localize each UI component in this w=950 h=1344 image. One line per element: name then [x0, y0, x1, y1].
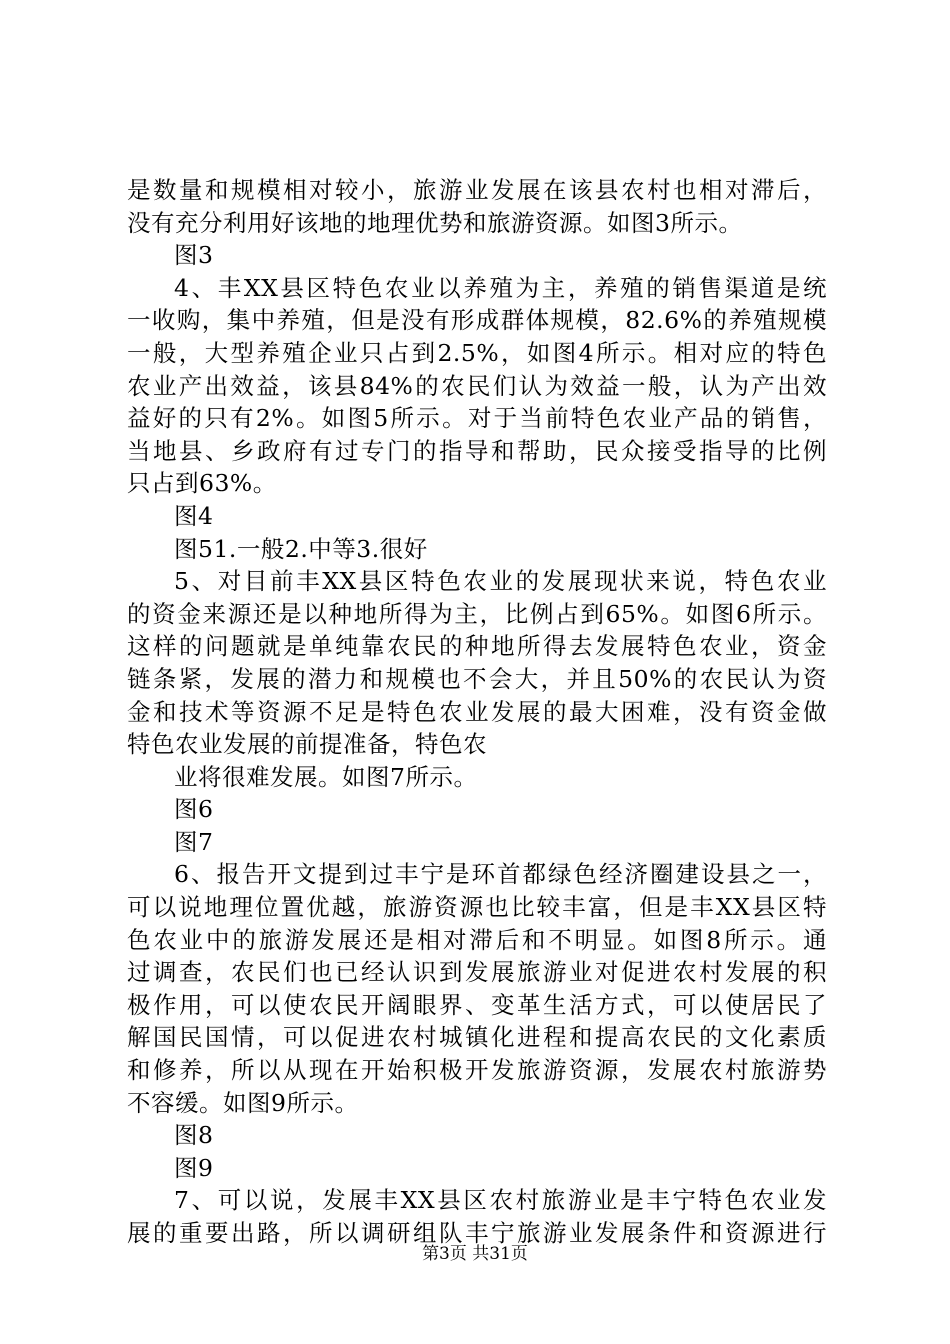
text-line: 4、丰XX县区特色农业以养殖为主，养殖的销售渠道是统: [174, 273, 827, 302]
text-line: 可以说地理位置优越，旅游资源也比较丰富，但是丰XX县区特: [127, 893, 827, 922]
text-line: 金和技术等资源不足是特色农业发展的最大困难，没有资金做: [127, 697, 827, 726]
text-line: 图6: [174, 795, 214, 824]
text-line: 图51.一般2.中等3.很好: [174, 534, 428, 563]
text-line: 特色农业发展的前提准备，特色农: [127, 730, 487, 759]
page-footer: 第3页 共31页: [422, 1244, 528, 1264]
text-line: 这样的问题就是单纯靠农民的种地所得去发展特色农业，资金: [127, 632, 827, 661]
text-line: 色农业中的旅游发展还是相对滞后和不明显。如图8所示。通: [127, 925, 827, 954]
body-text: [127, 174, 827, 1250]
text-line: 极作用，可以使农民开阔眼界、变革生活方式，可以使居民了: [127, 990, 827, 1019]
text-line: 没有充分利用好该地的地理优势和旅游资源。如图3所示。: [127, 208, 743, 237]
text-line: 6、报告开文提到过丰宁是环首都绿色经济圈建设县之一，: [174, 860, 827, 889]
text-line: 解国民国情，可以促进农村城镇化进程和提高农民的文化素质: [127, 1023, 827, 1052]
text-line: 不容缓。如图9所示。: [127, 1088, 359, 1117]
text-line: 图4: [174, 501, 214, 530]
text-line: 只占到63%。: [127, 469, 277, 498]
text-line: 的资金来源还是以种地所得为主，比例占到65%。如图6所示。: [127, 599, 827, 628]
text-line: 5、对目前丰XX县区特色农业的发展现状来说，特色农业: [174, 567, 827, 596]
text-line: 农业产出效益，该县84%的农民们认为效益一般，认为产出效: [127, 371, 827, 400]
text-line: 链条紧，发展的潜力和规模也不会大，并且50%的农民认为资: [127, 664, 827, 693]
text-line: 业将很难发展。如图7所示。: [174, 762, 478, 791]
text-line: 和修养，所以从现在开始积极开发旅游资源，发展农村旅游势: [127, 1056, 827, 1085]
text-line: 是数量和规模相对较小，旅游业发展在该县农村也相对滞后，: [127, 176, 827, 204]
text-line: 图3: [174, 241, 214, 270]
text-line: 7、可以说，发展丰XX县区农村旅游业是丰宁特色农业发: [174, 1186, 827, 1215]
text-line: 图9: [174, 1153, 214, 1182]
text-line: 益好的只有2%。如图5所示。对于当前特色农业产品的销售，: [127, 404, 827, 433]
text-line: 一收购，集中养殖，但是没有形成群体规模，82.6%的养殖规模: [127, 306, 827, 335]
text-line: 图7: [174, 827, 214, 856]
text-line: 一般，大型养殖企业只占到2.5%，如图4所示。相对应的特色: [127, 338, 827, 367]
text-line: 当地县、乡政府有过专门的指导和帮助，民众接受指导的比例: [127, 436, 827, 465]
text-line: 图8: [174, 1121, 214, 1150]
text-line: 过调查，农民们也已经认识到发展旅游业对促进农村发展的积: [127, 958, 827, 987]
text-line: 展的重要出路，所以调研组队丰宁旅游业发展条件和资源进行: [127, 1219, 827, 1247]
